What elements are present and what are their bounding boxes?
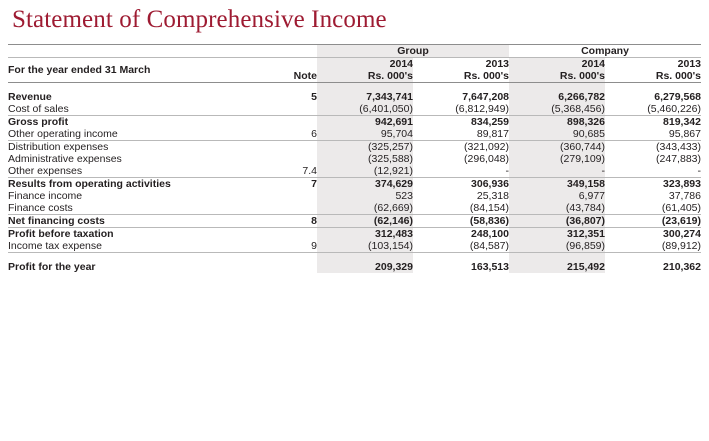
row-label: Other expenses: [8, 165, 83, 177]
table-row: [8, 141, 701, 154]
row-value: (84,154): [469, 202, 509, 214]
row-note: 5: [311, 91, 317, 103]
table-row: [8, 116, 701, 129]
row-note: [264, 116, 317, 129]
row-note: 6: [311, 128, 317, 140]
spacer-cell: [8, 45, 264, 58]
row-label: Results from operating activities: [8, 178, 264, 191]
row-label: Administrative expenses: [8, 153, 122, 165]
row-value: 312,351: [509, 228, 605, 241]
row-label: Other operating income: [8, 128, 118, 140]
row-note: [264, 141, 317, 154]
row-label: Finance income: [8, 190, 83, 202]
spacer-cell: [317, 83, 413, 92]
row-label: Profit before taxation: [8, 228, 264, 241]
row-value: 215,492: [509, 261, 605, 273]
document-page: [0, 6, 709, 441]
group-header-row: [8, 45, 701, 58]
row-value: (36,807): [509, 215, 605, 228]
row-value: 374,629: [317, 178, 413, 191]
row-value: 163,513: [471, 261, 509, 273]
row-note: [264, 190, 317, 202]
row-value: (12,921): [317, 165, 413, 178]
table-row: [8, 153, 701, 165]
spacer-cell: [264, 83, 317, 92]
row-note: 7: [264, 178, 317, 191]
row-value: -: [505, 165, 509, 177]
unit-header-company-2014: Rs. 000's: [509, 70, 605, 83]
row-value: (325,588): [317, 153, 413, 165]
row-note: [264, 261, 317, 273]
row-value: 306,936: [413, 178, 509, 191]
row-label: Revenue: [8, 91, 52, 103]
table-row: [8, 91, 701, 103]
group-header-group: Group: [317, 45, 509, 58]
row-value: 37,786: [668, 190, 701, 202]
row-value: (5,460,226): [647, 103, 701, 115]
spacer-cell: [509, 83, 605, 92]
row-value: (247,883): [656, 153, 701, 165]
period-label: For the year ended 31 March: [8, 58, 264, 83]
row-value: (343,433): [605, 141, 701, 154]
row-note: 7.4: [302, 165, 317, 177]
unit-header-group-2014: Rs. 000's: [317, 70, 413, 83]
row-value: (62,146): [317, 215, 413, 228]
table-row: [8, 240, 701, 253]
spacer-cell: [413, 83, 509, 92]
row-label: Cost of sales: [8, 103, 69, 115]
note-column-header: Note: [264, 58, 317, 83]
row-value: 95,867: [668, 128, 701, 140]
row-value: (6,401,050): [317, 103, 413, 116]
unit-header-group-2013: Rs. 000's: [463, 70, 509, 82]
year-header-company-2013: 2013: [605, 58, 701, 71]
row-value: 95,704: [317, 128, 413, 141]
row-note: 8: [264, 215, 317, 228]
spacer-cell: [8, 253, 264, 262]
row-value: 349,158: [509, 178, 605, 191]
table-row: [8, 103, 701, 116]
row-value: (103,154): [317, 240, 413, 253]
row-value: 300,274: [605, 228, 701, 241]
row-value: (279,109): [509, 153, 605, 165]
spacer-cell: [317, 253, 413, 262]
row-note: [264, 103, 317, 116]
row-value: 90,685: [509, 128, 605, 141]
row-value: (58,836): [413, 215, 509, 228]
row-label: Distribution expenses: [8, 141, 264, 154]
table-row: [8, 261, 701, 273]
total-separator-row: [8, 253, 701, 262]
row-value: (62,669): [317, 202, 413, 215]
row-note: [264, 202, 317, 215]
row-label: Gross profit: [8, 116, 264, 129]
row-value: 6,266,782: [509, 91, 605, 103]
table-row: [8, 202, 701, 215]
year-header-row: [8, 58, 701, 71]
row-value: (5,368,456): [509, 103, 605, 116]
row-value: 819,342: [605, 116, 701, 129]
row-value: 323,893: [605, 178, 701, 191]
year-header-company-2014: 2014: [509, 58, 605, 71]
header-separator-row: [8, 83, 701, 92]
spacer-cell: [8, 83, 264, 92]
spacer-cell: [413, 253, 509, 262]
row-value: 6,279,568: [654, 91, 701, 103]
row-note: 9: [311, 240, 317, 252]
row-value: (89,912): [661, 240, 701, 252]
table-row: [8, 190, 701, 202]
unit-header-company-2013: Rs. 000's: [655, 70, 701, 82]
row-value: 89,817: [476, 128, 509, 140]
row-value: -: [509, 165, 605, 178]
row-note: [264, 228, 317, 241]
row-value: (61,405): [661, 202, 701, 214]
row-label: Income tax expense: [8, 240, 102, 252]
row-value: 6,977: [509, 190, 605, 202]
year-header-group-2013: 2013: [413, 58, 509, 71]
row-value: (296,048): [464, 153, 509, 165]
row-value: 523: [317, 190, 413, 202]
row-value: 942,691: [317, 116, 413, 129]
year-header-group-2014: 2014: [317, 58, 413, 71]
row-label: Net financing costs: [8, 215, 264, 228]
table-row: [8, 165, 701, 178]
row-value: (43,784): [509, 202, 605, 215]
table-row: [8, 178, 701, 191]
spacer-cell: [605, 253, 701, 262]
row-value: (321,092): [413, 141, 509, 154]
row-value: -: [697, 165, 701, 177]
page-title: Statement of Comprehensive Income: [12, 6, 387, 33]
row-value: 209,329: [317, 261, 413, 273]
row-value: 25,318: [476, 190, 509, 202]
table-row: [8, 215, 701, 228]
row-value: 312,483: [317, 228, 413, 241]
row-value: 248,100: [413, 228, 509, 241]
spacer-cell: [605, 83, 701, 92]
row-value: 7,343,741: [317, 91, 413, 103]
row-value: (6,812,949): [455, 103, 509, 115]
row-value: (325,257): [317, 141, 413, 154]
spacer-cell: [264, 253, 317, 262]
row-value: (96,859): [509, 240, 605, 253]
group-header-company: Company: [509, 45, 701, 58]
financial-statement-table: [8, 44, 701, 273]
spacer-cell: [509, 253, 605, 262]
row-value: 210,362: [663, 261, 701, 273]
row-value: (84,587): [469, 240, 509, 252]
row-value: 898,326: [509, 116, 605, 129]
row-value: (23,619): [605, 215, 701, 228]
table-row: [8, 128, 701, 141]
row-value: (360,744): [509, 141, 605, 154]
row-label: Profit for the year: [8, 261, 96, 273]
row-value: 7,647,208: [462, 91, 509, 103]
row-value: 834,259: [413, 116, 509, 129]
spacer-cell: [264, 45, 317, 58]
table-row: [8, 228, 701, 241]
row-label: Finance costs: [8, 202, 73, 214]
row-note: [264, 153, 317, 165]
